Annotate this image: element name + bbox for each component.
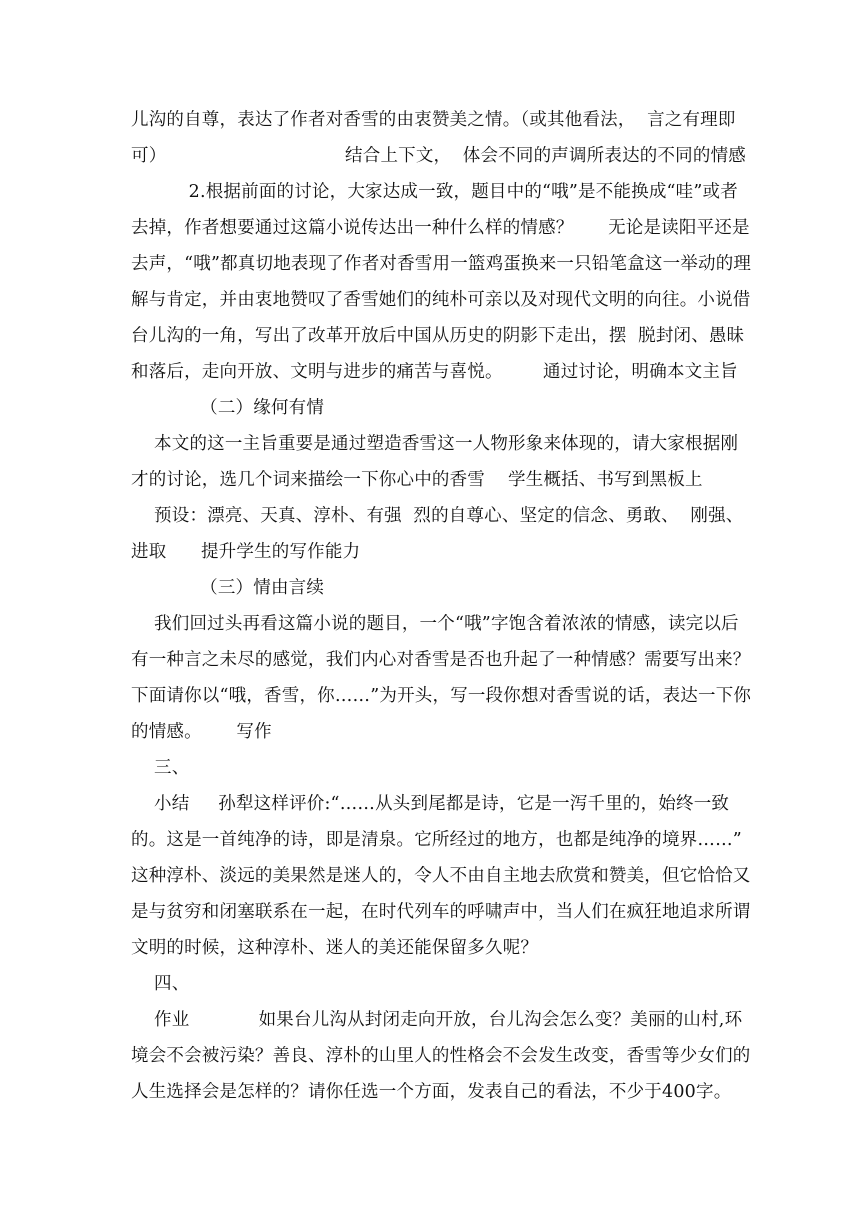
text-line: 进取 提升学生的写作能力 — [131, 542, 361, 562]
text-line: 才的讨论，选几个词来描绘一下你心中的香雪 学生概括、书写到黑板上 — [131, 470, 703, 490]
section-heading: （二）缘何有情 — [131, 398, 325, 418]
section-heading: 三、 — [131, 758, 190, 778]
text-line: 台儿沟的一角，写出了改革开放后中国从历史的阴影下走出，摆 脱封闭、愚昧 — [131, 326, 745, 346]
text-line: 去声，“哦”都真切地表现了作者对香雪用一篮鸡蛋换来一只铅笔盒这一举动的理 — [131, 254, 752, 274]
text-line: 预设：漂亮、天真、淳朴、有强 烈的自尊心、坚定的信念、勇敢、 刚强、 — [131, 506, 744, 526]
text-line: 我们回过头再看这篇小说的题目，一个“哦”字饱含着浓浓的情感，读完以后 — [131, 614, 739, 634]
text-line: 解与肯定，并由衷地赞叹了香雪她们的纯朴可亲以及对现代文明的向往。小说借 — [131, 290, 751, 310]
text-line: 小结 孙犁这样评价:“……从头到尾都是诗，它是一泻千里的，始终一致 — [131, 794, 730, 814]
text-line: 2.根据前面的讨论，大家达成一致，题目中的“哦”是不能换成“哇”或者 — [131, 182, 738, 202]
text-line: 境会不会被污染？善良、淳朴的山里人的性格会不会发生改变，香雪等少女们的 — [131, 1046, 751, 1066]
text-line: 去掉，作者想要通过这篇小说传达出一种什么样的情感？ 无论是读阳平还是 — [131, 218, 750, 238]
text-line: 人生选择会是怎样的？请你任选一个方面，发表自己的看法，不少于400字。 — [131, 1082, 732, 1102]
text-line: 这种淳朴、淡远的美果然是迷人的，令人不由自主地去欣赏和赞美，但它恰恰又 — [131, 866, 751, 886]
section-heading: （三）情由言续 — [131, 578, 325, 598]
text-line: 的。这是一首纯净的诗，即是清泉。它所经过的地方，也都是纯净的境界……” — [131, 830, 742, 850]
text-line: 可） 结合上下文， 体会不同的声调所表达的不同的情感 — [131, 146, 746, 166]
section-heading: 四、 — [131, 974, 190, 994]
text-line: 是与贫穷和闭塞联系在一起，在时代列车的呼啸声中，当人们在疯狂地追求所谓 — [131, 902, 751, 922]
text-line: 和落后，走向开放、文明与进步的痛苦与喜悦。 通过讨论，明确本文主旨 — [131, 362, 738, 382]
text-line: 有一种言之未尽的感觉，我们内心对香雪是否也升起了一种情感？需要写出来？ — [131, 650, 751, 670]
text-line: 本文的这一主旨重要是通过塑造香雪这一人物形象来体现的，请大家根据刚 — [131, 434, 739, 454]
text-line: 下面请你以“哦，香雪，你……”为开头，写一段你想对香雪说的话，表达一下你 — [131, 686, 752, 706]
text-line: 的情感。 写作 — [131, 722, 272, 742]
text-line: 作业 如果台儿沟从封闭走向开放，台儿沟会怎么变？美丽的山村,环 — [131, 1010, 743, 1030]
text-line: 文明的时候，这种淳朴、迷人的美还能保留多久呢？ — [131, 938, 539, 958]
text-line: 儿沟的自尊，表达了作者对香雪的由衷赞美之情。（或其他看法， 言之有理即 — [131, 110, 736, 130]
